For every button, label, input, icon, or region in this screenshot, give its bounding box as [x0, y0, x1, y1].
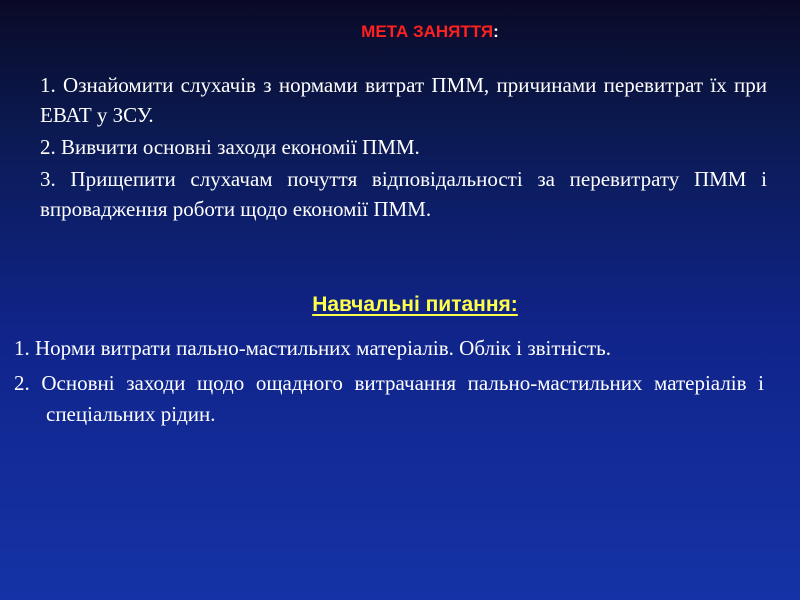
study-questions-heading: Навчальні питання: [312, 293, 518, 316]
goal-item: 3. Прищепити слухачам почуття відповідальності за перевитрату ПММ і впровадження роботи щодо економії ПММ. [40, 167, 767, 221]
goal-item: 1. Ознайомити слухачів з нормами витрат ПММ, причинами перевитрат їх при ЕВАТ у ЗСУ. [40, 73, 767, 127]
lesson-goal-title [0, 22, 800, 42]
question-item: 1. Норми витрати пально-мастильних матеріалів. Облік і звітність. [14, 336, 611, 360]
lesson-goal-title-colon: : [493, 22, 499, 41]
lesson-goal-title-text: МЕТА ЗАНЯТТЯ [361, 22, 494, 41]
goal-item: 2. Вивчити основні заходи економії ПММ. [40, 135, 420, 159]
study-questions-list [14, 333, 764, 434]
goals-list [40, 70, 767, 226]
question-item: 2. Основні заходи щодо ощадного витрачання пально-мастильних матеріалів і спеціальних рідин. [14, 371, 764, 426]
